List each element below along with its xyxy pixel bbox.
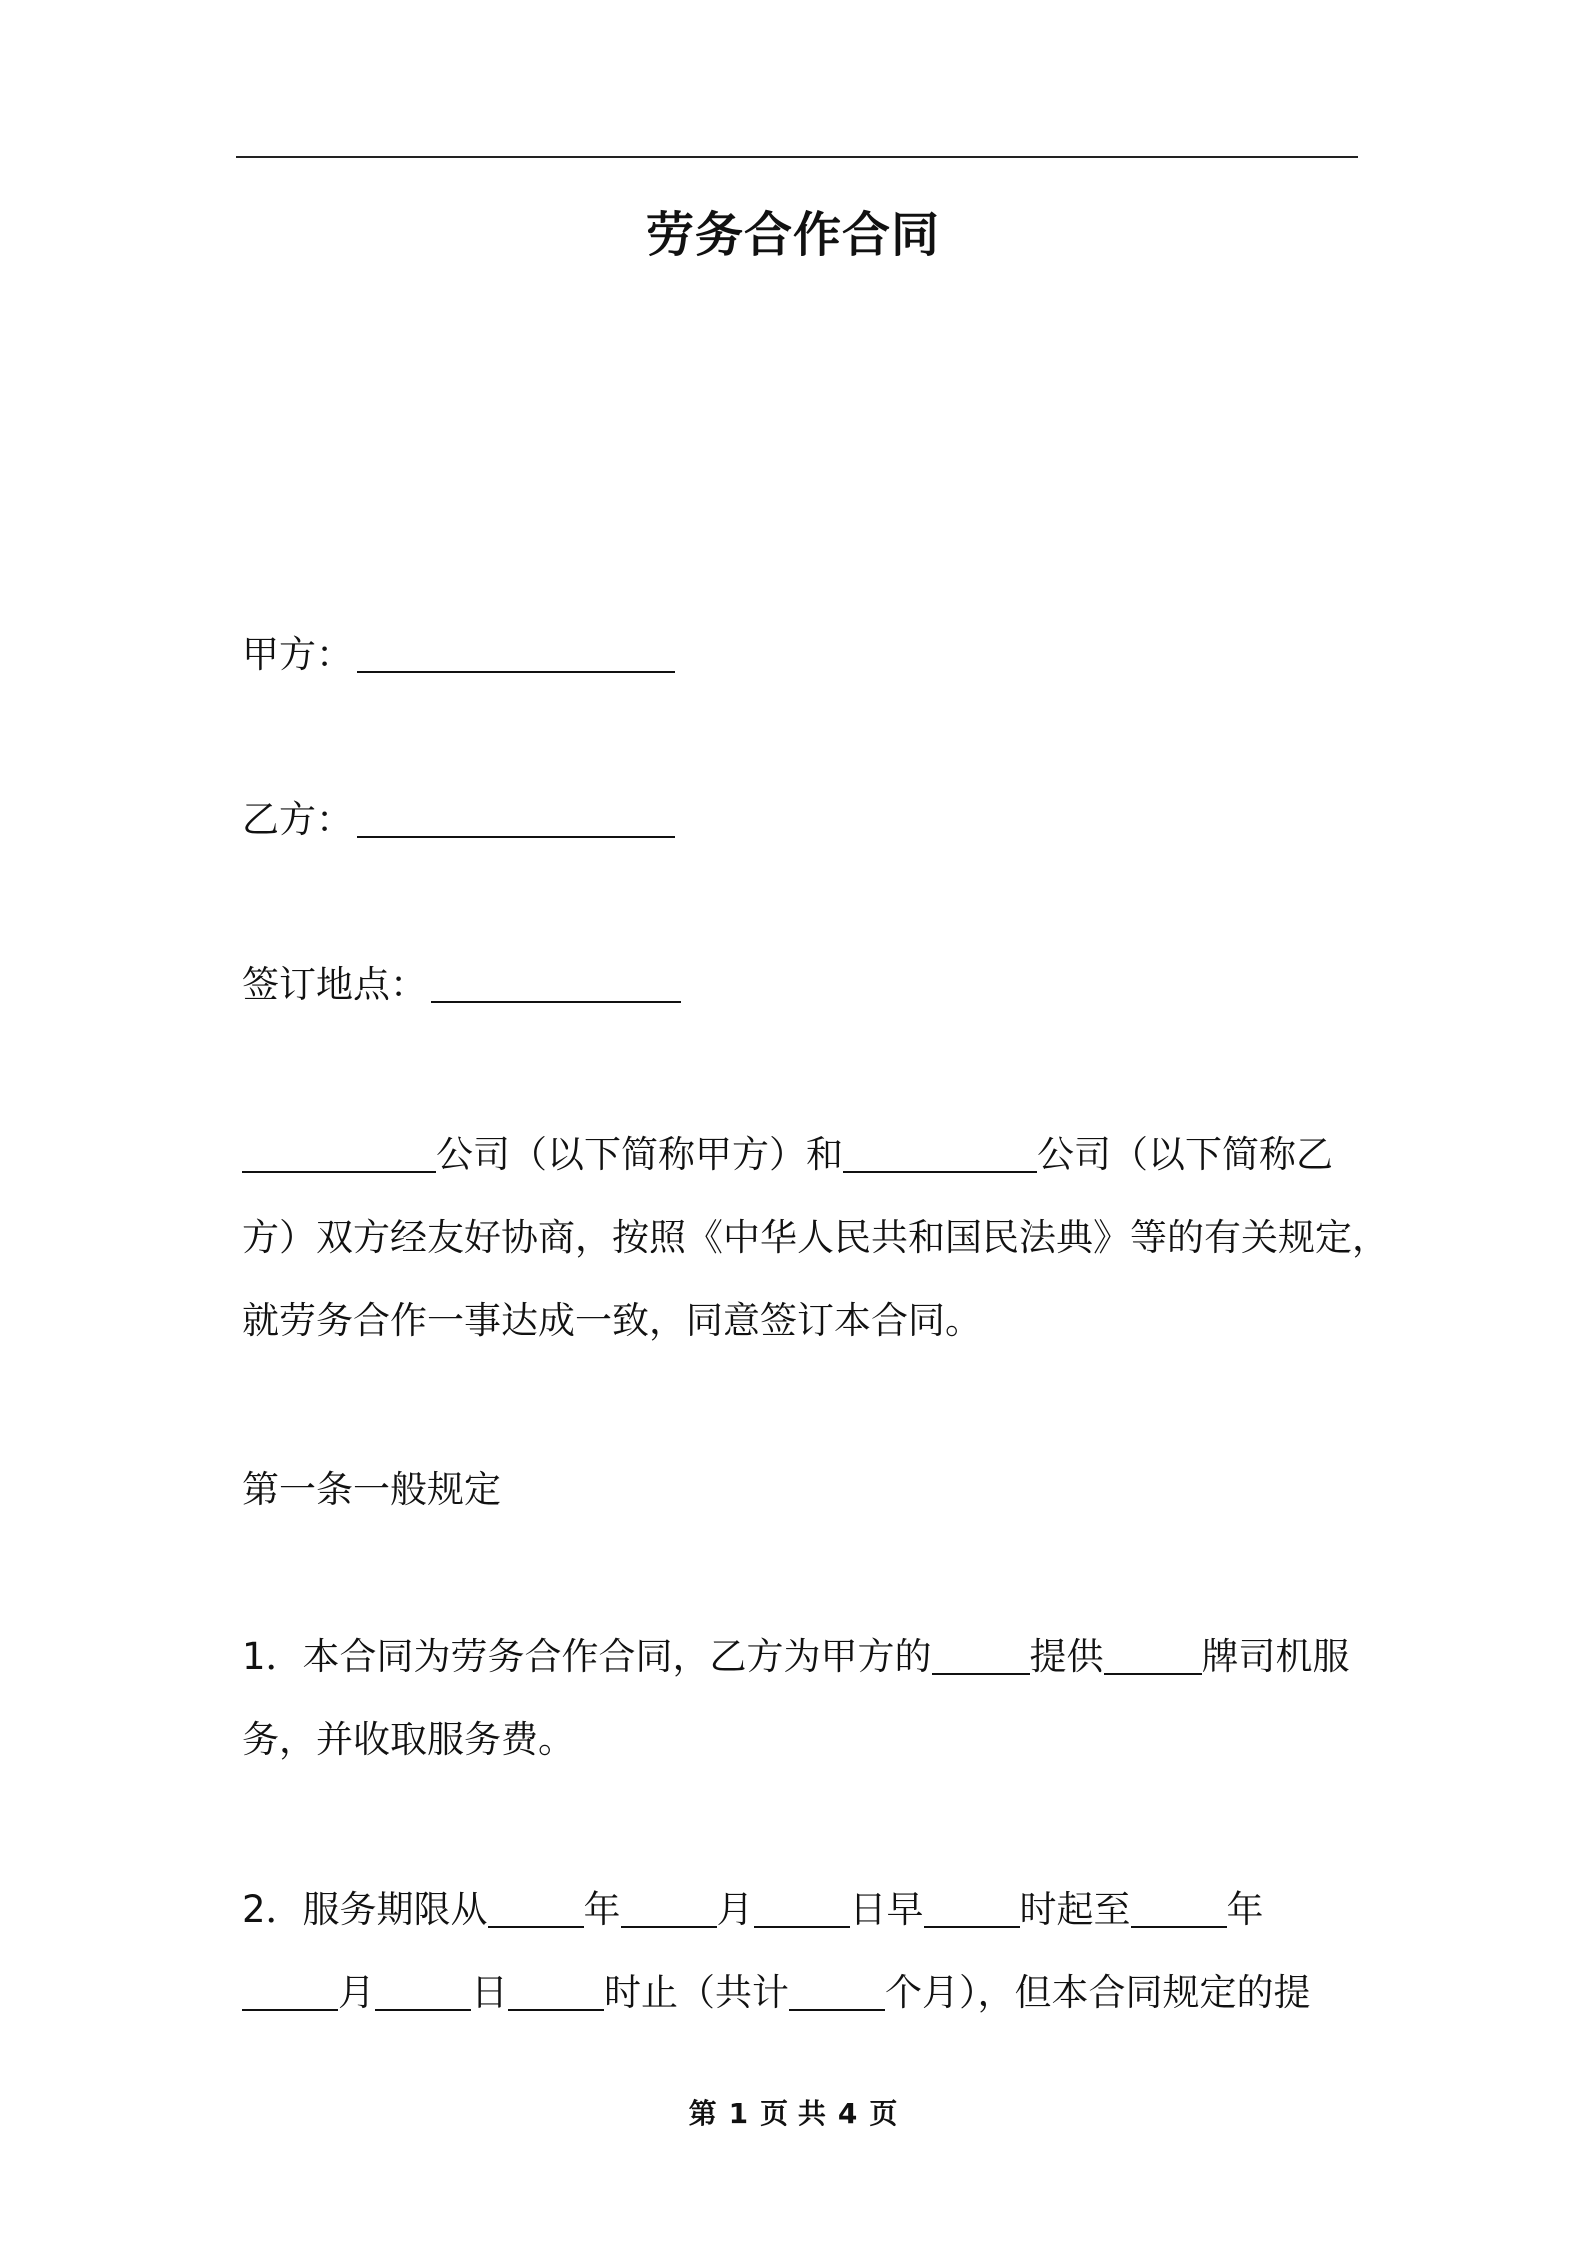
party-a-blank bbox=[357, 633, 675, 673]
footer-page-total: 4 bbox=[837, 2097, 858, 2130]
end-year-blank bbox=[1131, 1888, 1227, 1928]
clause-2-month-2: 月 bbox=[338, 1971, 375, 2014]
clause-2-year-1: 年 bbox=[583, 1888, 621, 1931]
total-months-blank bbox=[789, 1971, 885, 2011]
footer-page-number: 1 bbox=[728, 2097, 749, 2130]
clause-2-tail: 个月），但本合同规定的提 bbox=[885, 1971, 1311, 2014]
footer-prefix: 第 bbox=[688, 2097, 717, 2130]
clause-2-line-2 bbox=[242, 1968, 1311, 2018]
clause-2-seg-1: 2．服务期限从 bbox=[242, 1888, 488, 1931]
company-b-blank bbox=[843, 1133, 1037, 1173]
signing-place-blank bbox=[431, 963, 681, 1003]
start-day-blank bbox=[754, 1888, 850, 1928]
clause-2-month-1: 月 bbox=[716, 1888, 754, 1931]
party-b-blank bbox=[357, 798, 675, 838]
footer-mid: 页 共 bbox=[760, 2097, 826, 2130]
signing-place-line bbox=[242, 960, 681, 1010]
party-a-label: 甲方： bbox=[242, 633, 353, 676]
clause-1-seg-2: 提供 bbox=[1029, 1635, 1104, 1678]
document-title: 劳务合作合同 bbox=[645, 207, 940, 263]
clause-1-blank-1 bbox=[932, 1635, 1030, 1675]
page-footer bbox=[0, 2094, 1586, 2134]
party-b-line bbox=[242, 795, 675, 845]
party-b-label: 乙方： bbox=[242, 798, 353, 841]
clause-2-line-1 bbox=[242, 1885, 1264, 1935]
start-hour-blank bbox=[924, 1888, 1020, 1928]
end-month-blank bbox=[242, 1971, 338, 2011]
header-rule bbox=[236, 156, 1358, 158]
intro-line-1 bbox=[242, 1130, 1333, 1180]
clause-2-hour-2: 时止（共计 bbox=[604, 1971, 789, 2014]
intro-line-2: 方）双方经友好协商，按照《中华人民共和国民法典》等的有关规定， bbox=[242, 1216, 1389, 1259]
clause-1-seg-3: 牌司机服 bbox=[1201, 1635, 1350, 1678]
clause-1-blank-2 bbox=[1104, 1635, 1202, 1675]
intro-seg-2: 公司（以下简称乙 bbox=[1037, 1133, 1333, 1176]
clause-1-line-1 bbox=[242, 1632, 1350, 1682]
article-1-heading: 第一条一般规定 bbox=[242, 1468, 501, 1511]
clause-1-line-2: 务，并收取服务费。 bbox=[242, 1718, 575, 1761]
footer-suffix: 页 bbox=[869, 2097, 898, 2130]
intro-line-3: 就劳务合作一事达成一致，同意签订本合同。 bbox=[242, 1299, 982, 1342]
end-day-blank bbox=[375, 1971, 471, 2011]
end-hour-blank bbox=[508, 1971, 604, 2011]
clause-2-day-2: 日 bbox=[471, 1971, 508, 2014]
clause-2-year-2: 年 bbox=[1226, 1888, 1264, 1931]
company-a-blank bbox=[242, 1133, 436, 1173]
start-month-blank bbox=[621, 1888, 717, 1928]
party-a-line bbox=[242, 630, 675, 680]
intro-seg-1: 公司（以下简称甲方）和 bbox=[436, 1133, 843, 1176]
clause-2-day-1: 日早 bbox=[849, 1888, 924, 1931]
clause-1-seg-1: 1．本合同为劳务合作合同，乙方为甲方的 bbox=[242, 1635, 932, 1678]
signing-place-label: 签订地点： bbox=[242, 963, 427, 1006]
start-year-blank bbox=[488, 1888, 584, 1928]
clause-2-hour-1: 时起至 bbox=[1019, 1888, 1131, 1931]
